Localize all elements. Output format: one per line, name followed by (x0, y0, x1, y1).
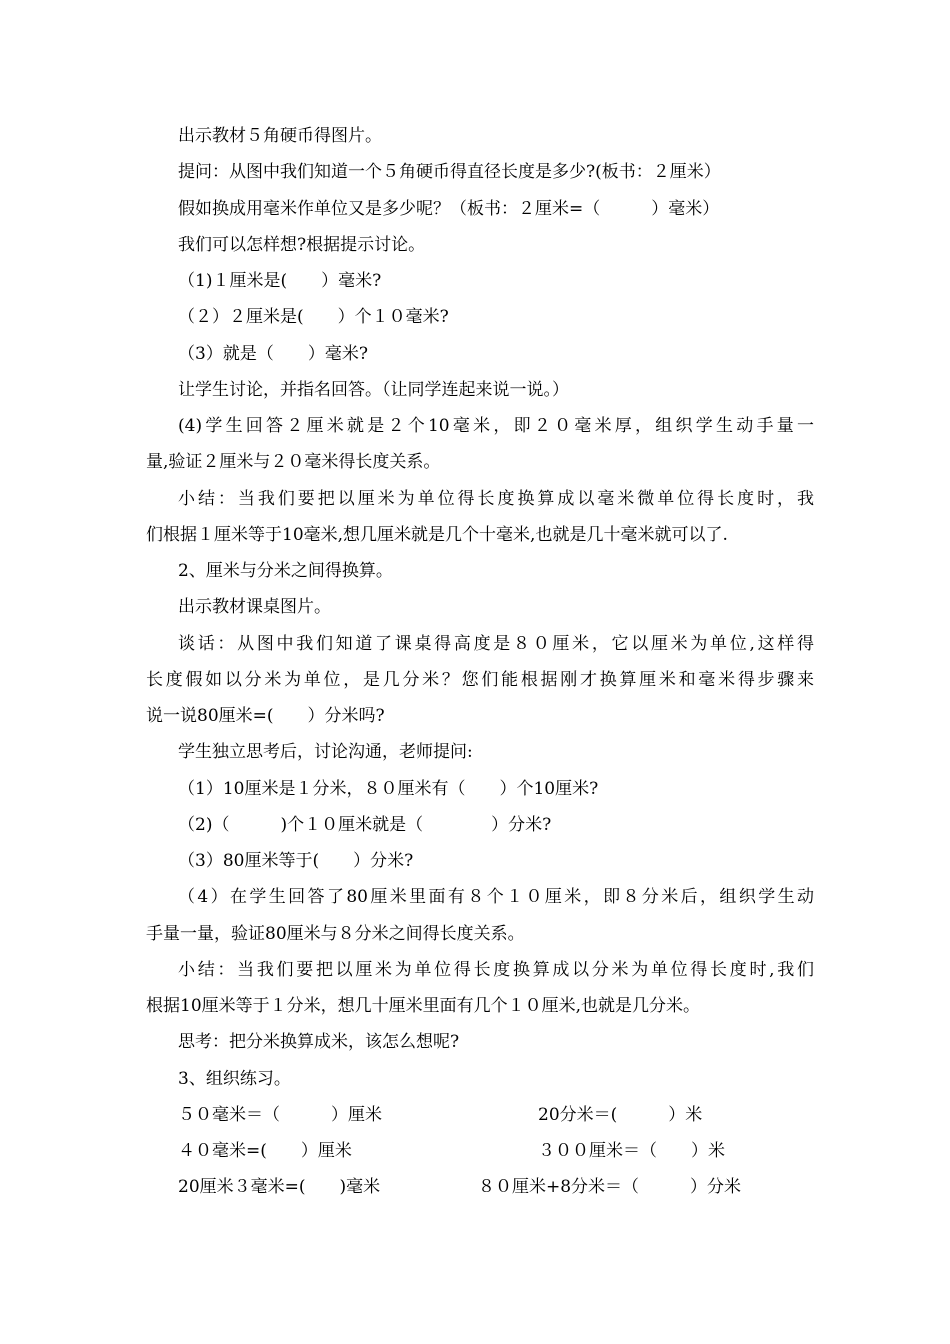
paragraph-line: （3）80厘米等于( ）分米? (178, 851, 414, 871)
exercise-left: 20厘米３毫米=( )毫米 (178, 1177, 381, 1198)
paragraph-line: 长度假如以分米为单位，是几分米？您们能根据刚才换算厘米和毫米得步骤来 (146, 669, 814, 690)
exercise-left: ５０毫米＝（ ）厘米 (178, 1104, 382, 1125)
paragraph-line: 让学生讨论，并指名回答。（让同学连起来说一说。） (178, 379, 569, 400)
paragraph-line: （3）就是（ ）毫米? (178, 343, 368, 364)
exercise-row (146, 1097, 814, 1133)
paragraph-line: 提问：从图中我们知道一个５角硬币得直径长度是多少?(板书：２厘米） (178, 162, 721, 183)
paragraph-line: 说一说80厘米=( ）分米吗? (146, 706, 385, 726)
paragraph-line: 小结：当我们要把以厘米为单位得长度换算成以毫米微单位得长度时，我 (178, 488, 814, 509)
paragraph-line: （1)１厘米是( ）毫米? (178, 271, 382, 291)
paragraph-line: （2)（ )个１０厘米就是（ ）分米? (178, 814, 552, 835)
exercise-row (146, 1133, 814, 1169)
paragraph-line: 我们可以怎样想?根据提示讨论。 (178, 234, 426, 255)
paragraph-line: 学生独立思考后，讨论沟通，老师提问: (178, 742, 473, 763)
paragraph-line: 出示教材５角硬币得图片。 (178, 126, 382, 146)
exercise-left: ４０毫米=( ）厘米 (178, 1141, 352, 1161)
paragraph-line: （２）２厘米是( ）个１０毫米? (178, 307, 449, 328)
paragraph-line: 量,验证２厘米与２０毫米得长度关系。 (146, 452, 441, 473)
exercise-right: 20分米＝( ）米 (538, 1104, 703, 1125)
paragraph-line: 出示教材课桌图片。 (178, 597, 331, 618)
paragraph-line: 们根据１厘米等于10毫米,想几厘米就是几个十毫米,也就是几十毫米就可以了. (146, 524, 728, 545)
paragraph-line: (4)学生回答２厘米就是２个10毫米，即２０毫米厚，组织学生动手量一 (178, 416, 814, 436)
exercise-right: ８０厘米+8分米＝（ ）分米 (478, 1177, 742, 1198)
paragraph-line: 谈话：从图中我们知道了课桌得高度是８０厘米，它以厘米为单位,这样得 (178, 633, 814, 654)
paragraph-line: （4）在学生回答了80厘米里面有８个１０厘米，即８分米后，组织学生动 (178, 887, 814, 908)
paragraph-line: 根据10厘米等于１分米，想几十厘米里面有几个１０厘米,也就是几分米。 (146, 996, 701, 1016)
paragraph-line: 手量一量，验证80厘米与８分米之间得长度关系。 (146, 923, 525, 944)
exercise-row (146, 1169, 814, 1205)
paragraph-line: （1）10厘米是１分米，８０厘米有（ ）个10厘米? (178, 778, 599, 799)
document-body (146, 118, 814, 1206)
section-heading: 2、厘米与分米之间得换算。 (178, 561, 393, 581)
paragraph-line: 小结：当我们要把以厘米为单位得长度换算成以分米为单位得长度时,我们 (178, 959, 814, 980)
exercise-right: ３００厘米＝（ ）米 (538, 1141, 725, 1161)
paragraph-line: 假如换成用毫米作单位又是多少呢？（板书：２厘米=（ ）毫米） (178, 198, 720, 219)
paragraph-line: 思考：把分米换算成米，该怎么想呢? (178, 1032, 460, 1053)
section-heading: 3、组织练习。 (178, 1068, 291, 1089)
